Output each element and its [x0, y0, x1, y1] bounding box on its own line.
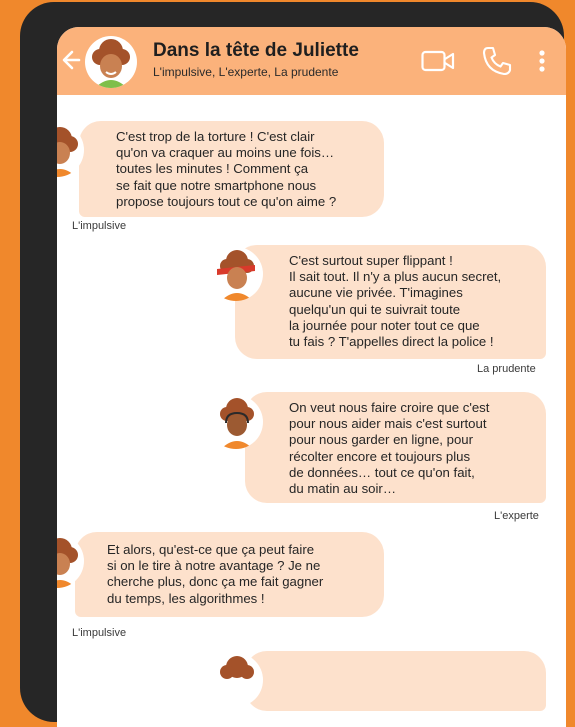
prudent-avatar [209, 247, 263, 301]
phone-icon[interactable] [481, 45, 513, 82]
message-bubble: On veut nous faire croire que c'est pour nous aider mais c'est surtout pour nous garder en ligne, pour récolter encore et toujours plus de données… tout ce qu'on fait, du matin au soir… [245, 392, 546, 503]
avatar-partial [209, 653, 263, 707]
more-vertical-icon[interactable] [538, 49, 546, 80]
chat-title: Dans la tête de Juliette [153, 40, 359, 61]
video-call-icon[interactable] [421, 49, 455, 78]
message-bubble: C'est trop de la torture ! C'est clair qu'on va craquer au moins une fois… toutes les minutes ! Comment ça se fait que notre smartphone nous propose toujours tout ce qu'on aime ? [79, 121, 384, 217]
chat-participants: L'impulsive, L'experte, La prudente [153, 65, 339, 79]
message-bubble: C'est surtout super flippant ! Il sait tout. Il n'y a plus aucun secret, aucune vie privée. T'imagines quelqu'un qui te suivrait toute la journée pour noter tout ce que tu fais ? T'appelles direct la police ! [235, 245, 546, 359]
group-avatar[interactable] [85, 36, 137, 88]
message-bubble: Et alors, qu'est-ce que ça peut faire si on le tire à notre avantage ? Je ne cherche plus, donc ça me fait gagner du temps, les algorithmes ! [75, 532, 384, 617]
chat-screen [57, 27, 566, 727]
phone-frame [20, 2, 564, 722]
sender-label: La prudente [477, 363, 536, 375]
chat-header [57, 27, 566, 95]
message-bubble-partial [245, 651, 546, 711]
sender-label: L'impulsive [72, 220, 127, 232]
expert-avatar [209, 395, 263, 449]
back-arrow-icon[interactable] [61, 47, 83, 73]
sender-label: L'impulsive [72, 627, 127, 639]
sender-label: L'experte [494, 510, 539, 522]
